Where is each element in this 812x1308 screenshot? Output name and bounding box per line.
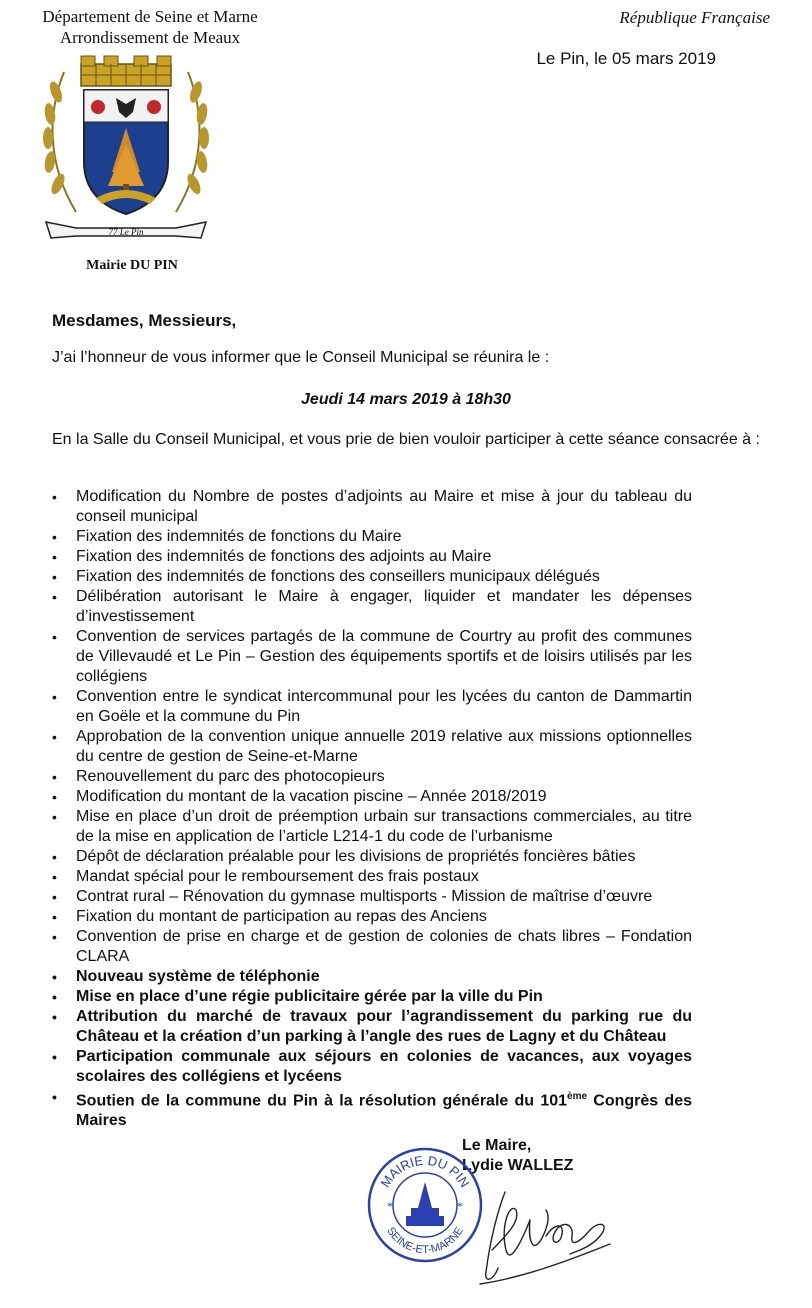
meeting-place-text: En la Salle du Conseil Municipal, et vous prie de bien vouloir participer à cette séance consacrée à : (52, 431, 760, 448)
agenda-item: • Mandat spécial pour le remboursement des frais postaux (52, 867, 692, 887)
svg-text:SEINE-ET-MARNE: SEINE-ET-MARNE (384, 1225, 466, 1257)
svg-text:*: * (387, 1199, 393, 1213)
svg-text:*: * (457, 1199, 463, 1213)
meeting-date: Jeudi 14 mars 2019 à 18h30 (301, 391, 511, 408)
letter-date: Le Pin, le 05 mars 2019 (536, 49, 716, 68)
agenda-item: • Contrat rural – Rénovation du gymnase multisports - Mission de maîtrise d’œuvre (52, 887, 692, 907)
agenda-item: • Dépôt de déclaration préalable pour les divisions de propriétés foncières bâties (52, 847, 692, 867)
agenda-item: • Mise en place d’un droit de préemption urbain sur transactions commerciales, au titre de la mise en application de l’article L214-1 du code de l’urbanisme (52, 807, 692, 847)
svg-text:77 Le Pin: 77 Le Pin (108, 227, 144, 237)
agenda-item: • Modification du montant de la vacation piscine – Année 2018/2019 (52, 787, 692, 807)
agenda-item: • Fixation du montant de participation au repas des Anciens (52, 907, 692, 927)
agenda-item-last (52, 1087, 692, 1131)
agenda-item: • Convention de services partagés de la commune de Courtry au profit des communes de Villevaudé et Le Pin – Gestion des équipements sportifs et de loisirs utilisés par les collégiens (52, 627, 692, 687)
mairie-label: Mairie DU PIN (86, 258, 178, 273)
signature-title: Le Maire, (462, 1137, 532, 1154)
agenda-item: • Fixation des indemnités de fonctions des conseillers municipaux délégués (52, 567, 692, 587)
agenda-last-before: Soutien de la commune du Pin à la résolution générale du 101 (76, 1092, 568, 1110)
agenda-item: • Délibération autorisant le Maire à engager, liquider et mandater les dépenses d’investissement (52, 587, 692, 627)
handwritten-signature (450, 1180, 620, 1290)
salutation: Mesdames, Messieurs, (52, 311, 237, 330)
agenda-item: • Fixation des indemnités de fonctions du Maire (52, 527, 692, 547)
agenda-item: • Convention entre le syndicat intercommunal pour les lycées du canton de Dammartin en Goële et la commune du Pin (52, 687, 692, 727)
agenda-item-bold: • Mise en place d’une régie publicitaire gérée par la ville du Pin (52, 987, 692, 1007)
agenda-list (52, 487, 692, 1131)
agenda-item: • Renouvellement du parc des photocopieurs (52, 767, 692, 787)
agenda-last-after: Congrès des Maires (76, 1092, 693, 1130)
agenda-item-bold: • Nouveau système de téléphonie (52, 967, 692, 987)
republic-label: République Française (619, 8, 770, 27)
agenda-last-sup: ème (567, 1091, 588, 1102)
signature-name: Lydie WALLEZ (462, 1157, 574, 1174)
intro-text: J’ai l’honneur de vous informer que le Conseil Municipal se réunira le : (52, 349, 550, 366)
agenda-item: • Fixation des indemnités de fonctions des adjoints au Maire (52, 547, 692, 567)
agenda-item-bold: • Attribution du marché de travaux pour l’agrandissement du parking rue du Château et la création d’un parking à l’angle des rues de Lagny et du Château (52, 1007, 692, 1047)
svg-text:MAIRIE DU PIN: MAIRIE DU PIN (377, 1152, 473, 1190)
department-header (20, 6, 280, 48)
agenda-item-bold: • Participation communale aux séjours en colonies de vacances, aux voyages scolaires des collégiens et lycéens (52, 1047, 692, 1087)
town-crest (36, 52, 216, 247)
agenda-item: • Modification du Nombre de postes d’adjoints au Maire et mise à jour du tableau du conseil municipal (52, 487, 692, 527)
agenda-item: • Approbation de la convention unique annuelle 2019 relative aux missions optionnelles du centre de gestion de Seine-et-Marne (52, 727, 692, 767)
agenda-item: • Convention de prise en charge et de gestion de colonies de chats libres – Fondation CLARA (52, 927, 692, 967)
arrondissement-line: Arrondissement de Meaux (59, 28, 241, 47)
department-line: Département de Seine et Marne (42, 7, 258, 26)
